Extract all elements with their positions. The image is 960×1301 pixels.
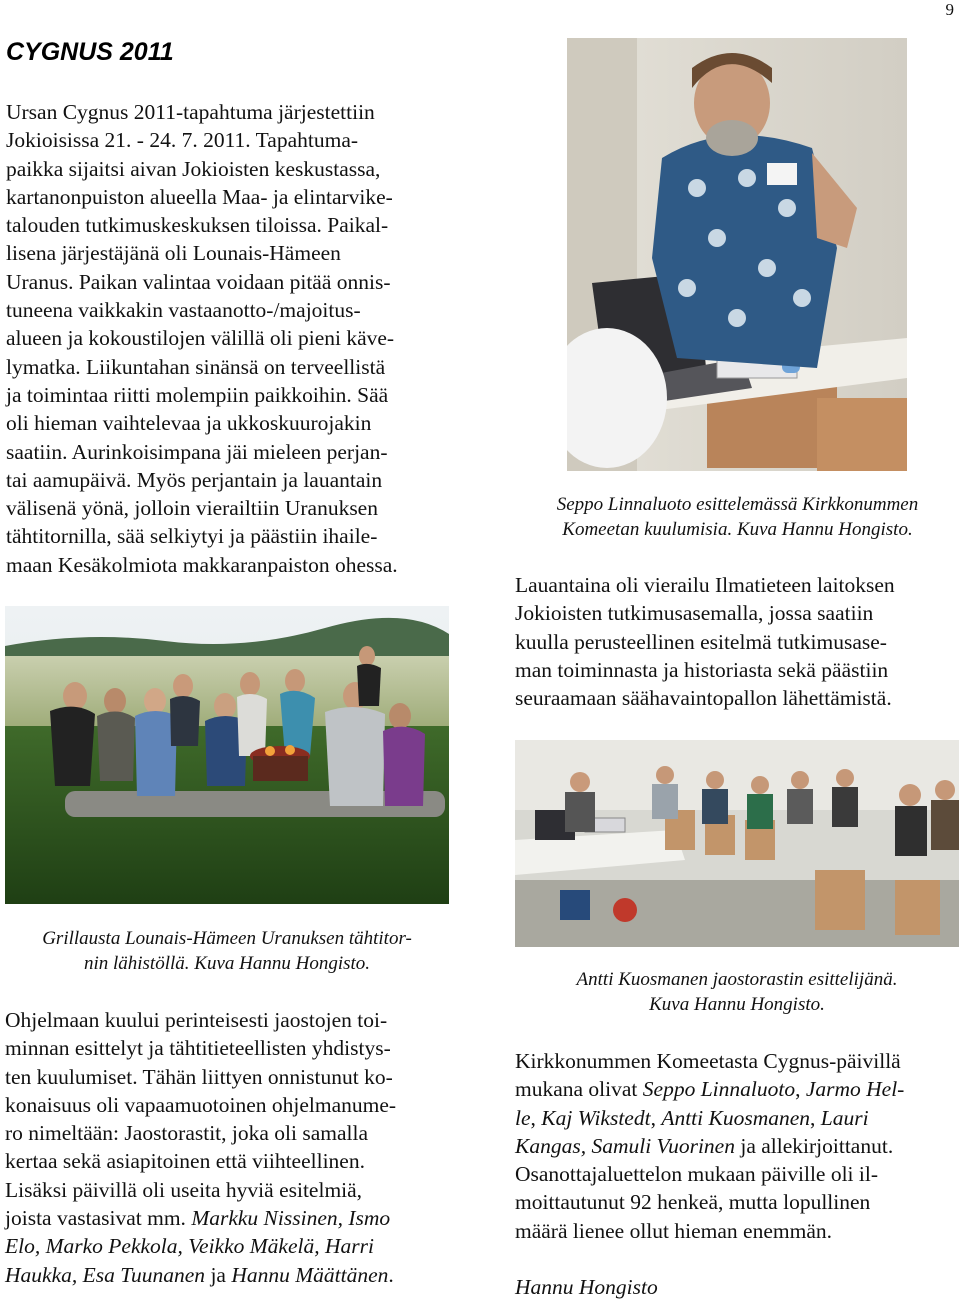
text-run: ,	[810, 1105, 821, 1130]
text-run: ,	[650, 1105, 662, 1130]
photo-seppo-presenting	[567, 38, 907, 471]
member-name: le	[515, 1105, 531, 1130]
speaker-names: Haukka, Esa Tuunanen	[5, 1262, 206, 1287]
text-line: konaisuus oli vapaamuotoinen ohjelmanume-	[5, 1092, 397, 1117]
caption-seppo	[515, 492, 960, 542]
speaker-names: Markku Nissinen, Ismo	[191, 1206, 391, 1231]
text-line: välisenä yönä, jolloin vierailtiin Uranuksen	[6, 496, 378, 521]
text-line: Uranus. Paikan valintaa voidaan pitää onnis-	[6, 269, 391, 294]
photo-grilling	[5, 606, 449, 904]
caption-line: Antti Kuosmanen jaostorastin esittelijänä.	[576, 969, 898, 990]
text-run: mukana olivat	[515, 1077, 643, 1102]
caption-line: Seppo Linnaluoto esittelemässä Kirkkonummen	[556, 494, 919, 515]
member-name: Jarmo Hel-	[805, 1077, 905, 1102]
text-line: moittautunut 92 henkeä, mutta lopullinen	[515, 1190, 871, 1215]
text-line	[515, 1104, 959, 1132]
text-line: Kirkkonummen Komeetasta Cygnus-päivillä	[515, 1049, 901, 1073]
text-line: kartanonpuiston alueella Maa- ja elintarvike-	[6, 184, 393, 209]
text-line: saatiin. Aurinkoisimpana jäi mieleen perjan-	[6, 439, 388, 464]
member-name: Kangas, Samuli Vuorinen	[515, 1133, 735, 1158]
text-line: määrä lienee ollut hieman enemmän.	[515, 1218, 832, 1243]
text-line: Ursan Cygnus 2011-tapahtuma järjestettiin	[6, 100, 375, 124]
text-run: ja allekirjoittanut.	[734, 1133, 894, 1158]
text-line: lisena järjestäjänä oli Lounais-Hämeen	[6, 241, 341, 266]
text-line: Jokioisissa 21. - 24. 7. 2011. Tapahtuma-	[6, 128, 359, 153]
caption-line: nin lähistöllä. Kuva Hannu Hongisto.	[83, 953, 371, 974]
text-line: man toiminnasta ja historiasta sekä päästiin	[515, 657, 889, 682]
text-line: minnan esittelyt ja tähtitieteellisten yhdistys-	[5, 1036, 391, 1061]
text-line	[515, 1075, 959, 1103]
text-line	[5, 1261, 449, 1289]
photo-antti-room	[515, 740, 959, 947]
saturday-paragraph	[515, 571, 955, 712]
text-line: kuulla perusteellinen esitelmä tutkimusase-	[515, 629, 887, 654]
text-line: Lisäksi päivillä oli useita hyviä esitelmiä,	[5, 1177, 363, 1202]
article-heading: CYGNUS 2011	[6, 38, 174, 66]
text-line: tuneena vaikkakin vastaanotto-/majoitus-	[6, 298, 361, 323]
text-run: ,	[530, 1105, 542, 1130]
text-line: alueen ja kokoustilojen välillä oli pieni käve-	[6, 326, 395, 351]
text-line: kertaa sekä asiapitoinen että viihteellinen.	[5, 1149, 365, 1174]
text-line: talouden tutkimuskeskuksen tiloissa. Paikal-	[6, 213, 389, 238]
text-line: paikka sijaitsi aivan Jokioisten keskustassa,	[6, 156, 381, 181]
komeetta-paragraph	[515, 1047, 959, 1245]
text-line: Osanottajaluettelon mukaan päiville oli il-	[515, 1162, 879, 1187]
program-paragraph	[5, 1006, 449, 1289]
text-line: maan Kesäkolmiota makkaranpaiston ohessa.	[6, 552, 398, 577]
text-line: Ohjelmaan kuului perinteisesti jaostojen toi-	[5, 1008, 388, 1032]
author-signature: Hannu Hongisto	[515, 1275, 658, 1299]
member-name: Antti Kuosmanen	[661, 1105, 811, 1130]
intro-paragraph	[6, 98, 446, 579]
member-name: Kaj Wikstedt	[541, 1105, 651, 1130]
text-line: tähtitornilla, sää selkiytyi ja päästiin ihaile-	[6, 524, 378, 549]
text-line: lymatka. Liikuntahan sinänsä on terveellistä	[6, 354, 386, 379]
text-line: seuraamaan säähavaintopallon lähettämistä.	[515, 686, 892, 711]
text-line: ro nimeltään: Jaostorastit, joka oli samalla	[5, 1121, 369, 1146]
text-run: ,	[795, 1077, 806, 1102]
text-line: oli hieman vaihtelevaa ja ukkoskuurojakin	[6, 411, 372, 436]
text-line: ten kuulumiset. Tähän liittyen onnistunut ko-	[5, 1064, 393, 1089]
page-number: 9	[945, 0, 954, 19]
text-line	[5, 1204, 449, 1232]
member-name: Lauri	[820, 1105, 869, 1130]
text-line: Lauantaina oli vierailu Ilmatieteen laitoksen	[515, 573, 895, 597]
caption-line: Komeetan kuulumisia. Kuva Hannu Hongisto.	[562, 519, 913, 540]
member-name: Seppo Linnaluoto	[642, 1077, 796, 1102]
text-run: joista vastasivat mm.	[5, 1206, 192, 1231]
caption-line: Kuva Hannu Hongisto.	[649, 994, 825, 1015]
text-line: tai aamupäivä. Myös perjantain ja lauantain	[6, 467, 383, 492]
text-line: ja toimintaa riitti molempiin paikkoihin. Sää	[6, 382, 389, 407]
speaker-names: Hannu Määttänen	[231, 1262, 389, 1287]
caption-antti	[515, 967, 959, 1017]
text-run: .	[388, 1262, 394, 1287]
speaker-names: Elo, Marko Pekkola, Veikko Mäkelä, Harri	[5, 1234, 374, 1259]
text-line: Jokioisten tutkimusasemalla, jossa saatiin	[515, 601, 874, 626]
text-line	[5, 1232, 449, 1260]
caption-grill	[5, 926, 449, 976]
caption-line: Grillausta Lounais-Hämeen Uranuksen tähtitor-	[42, 928, 412, 949]
text-line	[515, 1132, 959, 1160]
text-run: ja	[205, 1262, 232, 1287]
